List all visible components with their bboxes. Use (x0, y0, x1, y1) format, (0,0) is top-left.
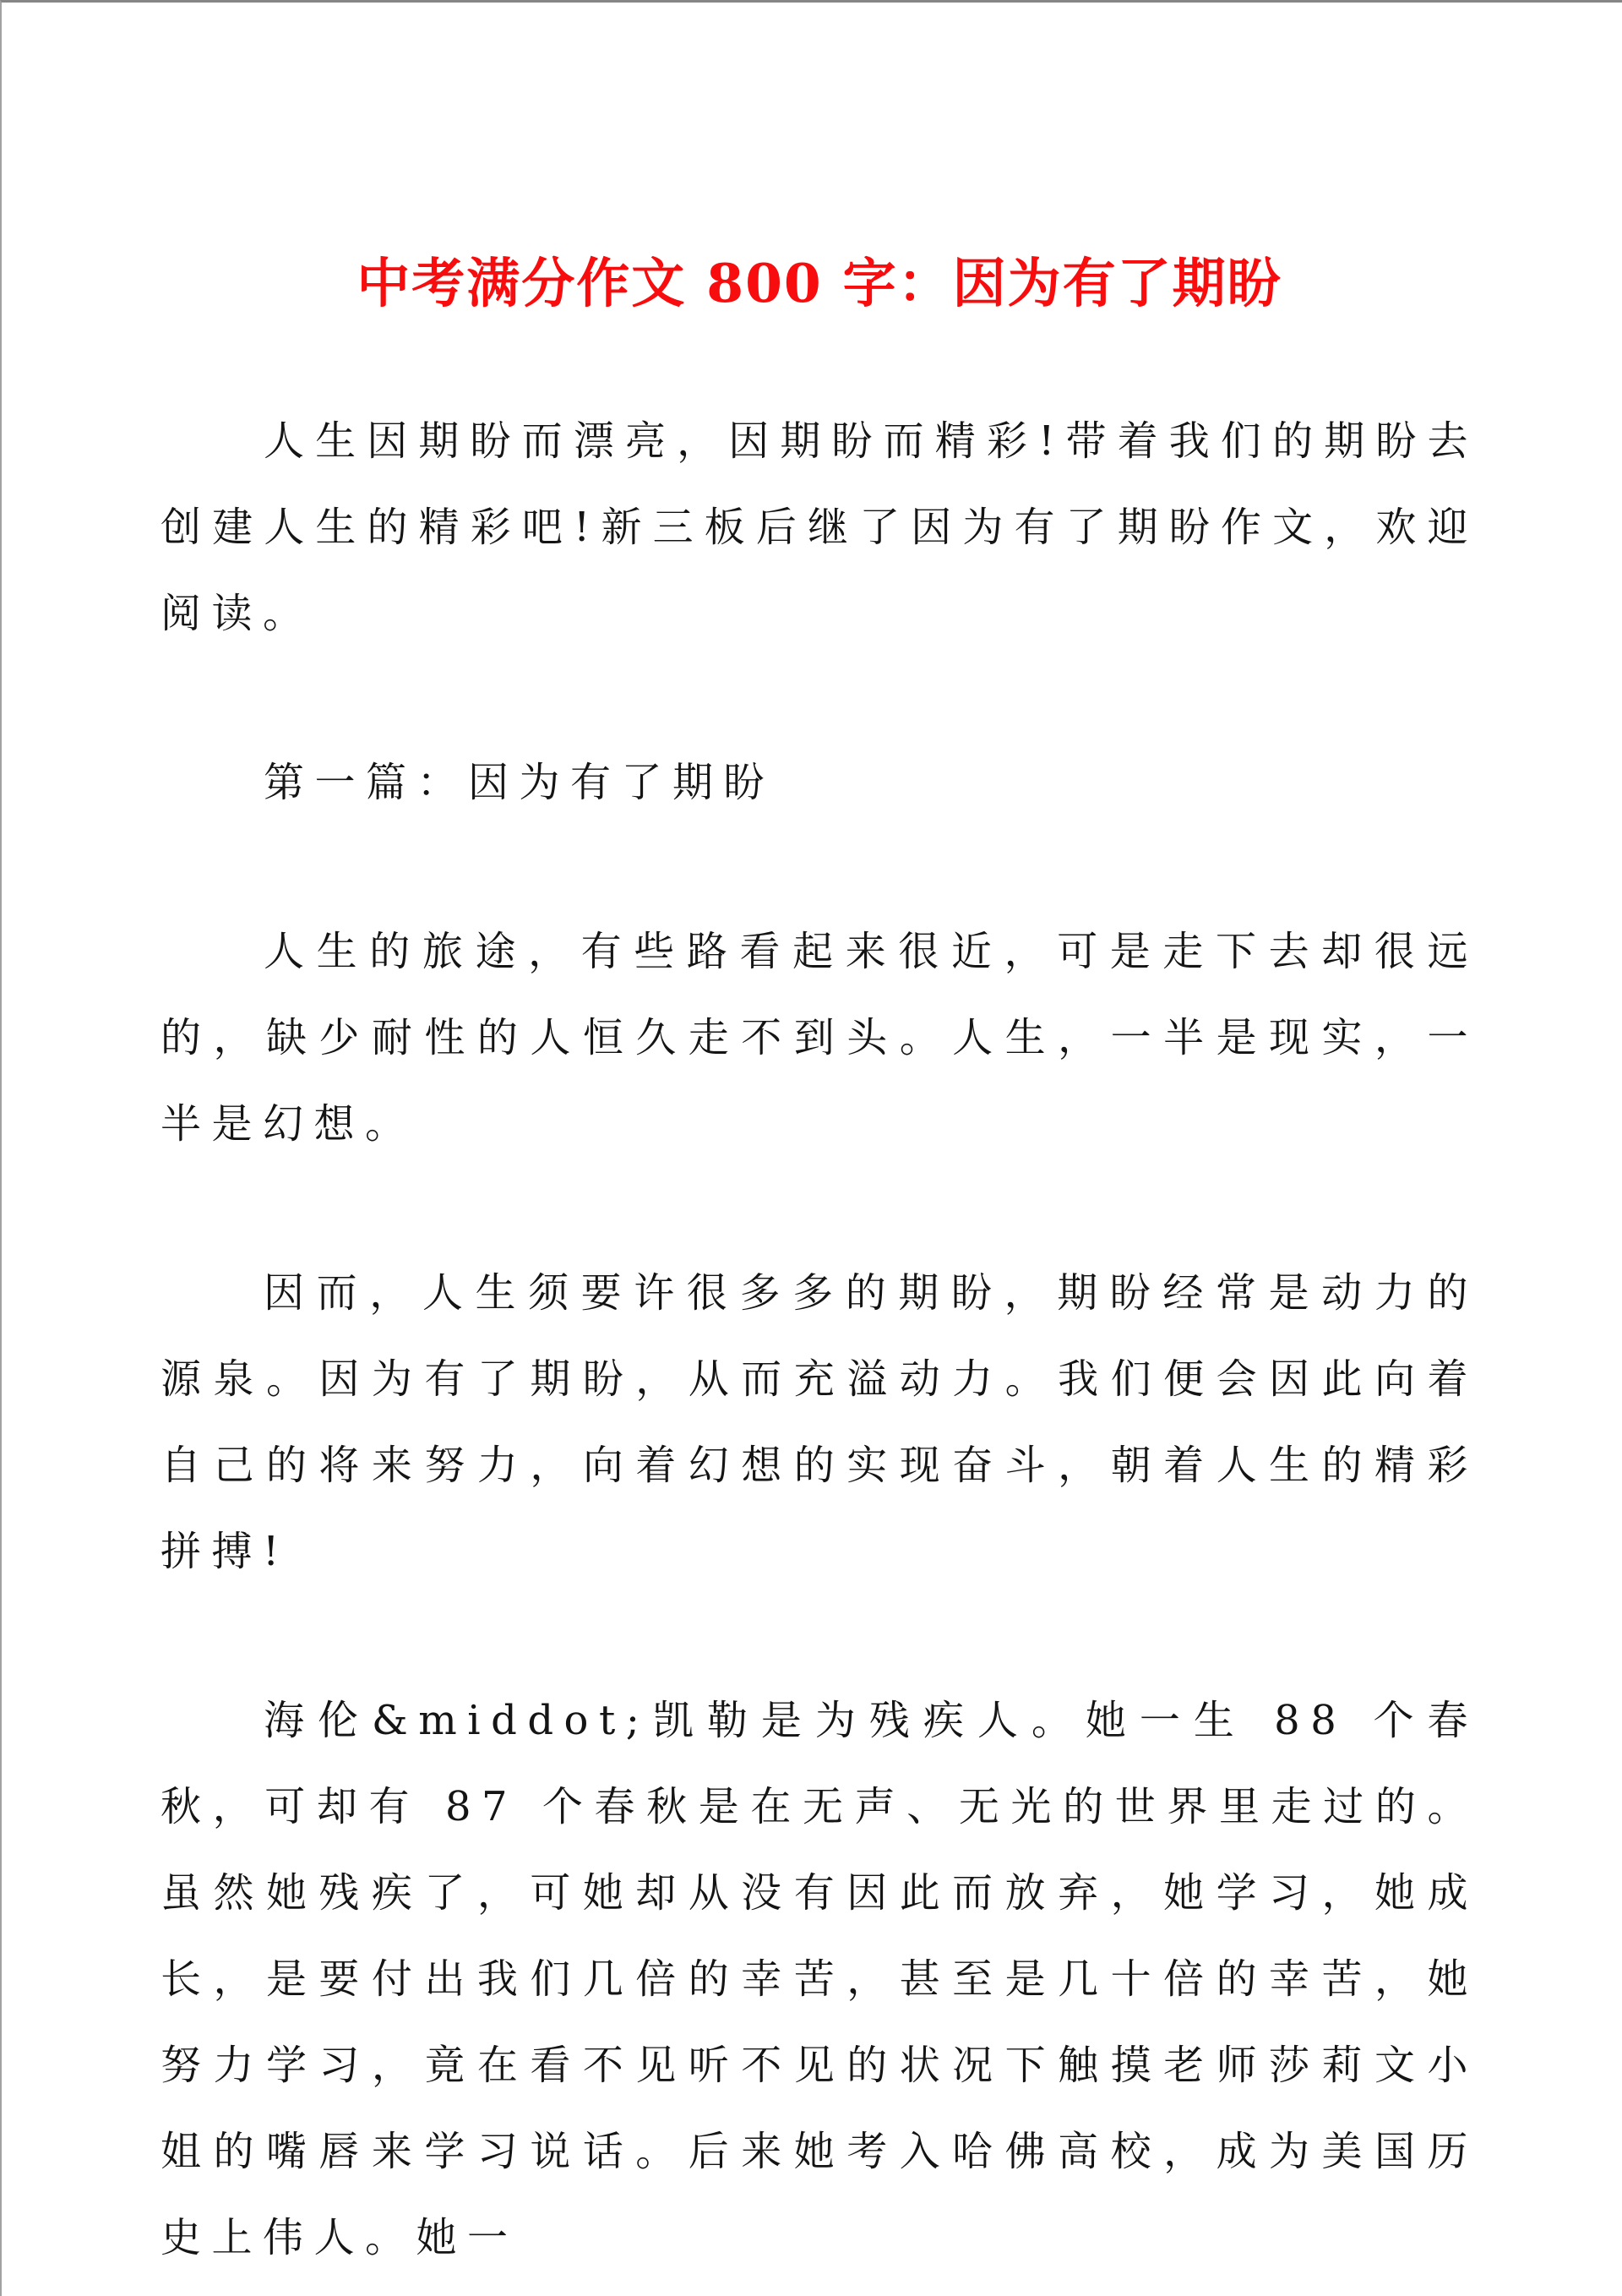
section-heading: 第一篇：因为有了期盼 (264, 759, 776, 806)
paragraph-intro: 人生因期盼而漂亮，因期盼而精彩!带着我们的期盼去创建人生的精彩吧!新三板后继了因为有了期盼作文，欢迎阅读。 (161, 417, 1478, 637)
paragraph-helen-keller: 海伦&middot;凯勒是为残疾人。她一生 88 个春秋，可却有 87 个春秋是在无声、无光的世界里走过的。虽然她残疾了，可她却从没有因此而放弃，她学习，她成长，是要付出我们几倍的幸苦，甚至是几十倍的幸苦，她努力学习，竟在看不见听不见的状况下触摸老师莎莉文小姐的嘴唇来学习说话。后来她考入哈佛高校，成为美国历史上伟人。她一 (161, 1697, 1478, 2261)
paragraph-motivation: 因而，人生须要许很多多的期盼，期盼经常是动力的源泉。因为有了期盼，从而充溢动力。我们便会因此向着自己的将来努力，向着幻想的实现奋斗，朝着人生的精彩拼搏! (161, 1269, 1478, 1575)
document-content (161, 3, 1478, 2281)
page-title-text: 中考满分作文 800 字：因为有了期盼 (357, 252, 1282, 314)
page-title (161, 249, 1478, 317)
paragraph-journey: 人生的旅途，有些路看起来很近，可是走下去却很远的，缺少耐性的人恒久走不到头。人生，一半是现实，一半是幻想。 (161, 928, 1478, 1148)
